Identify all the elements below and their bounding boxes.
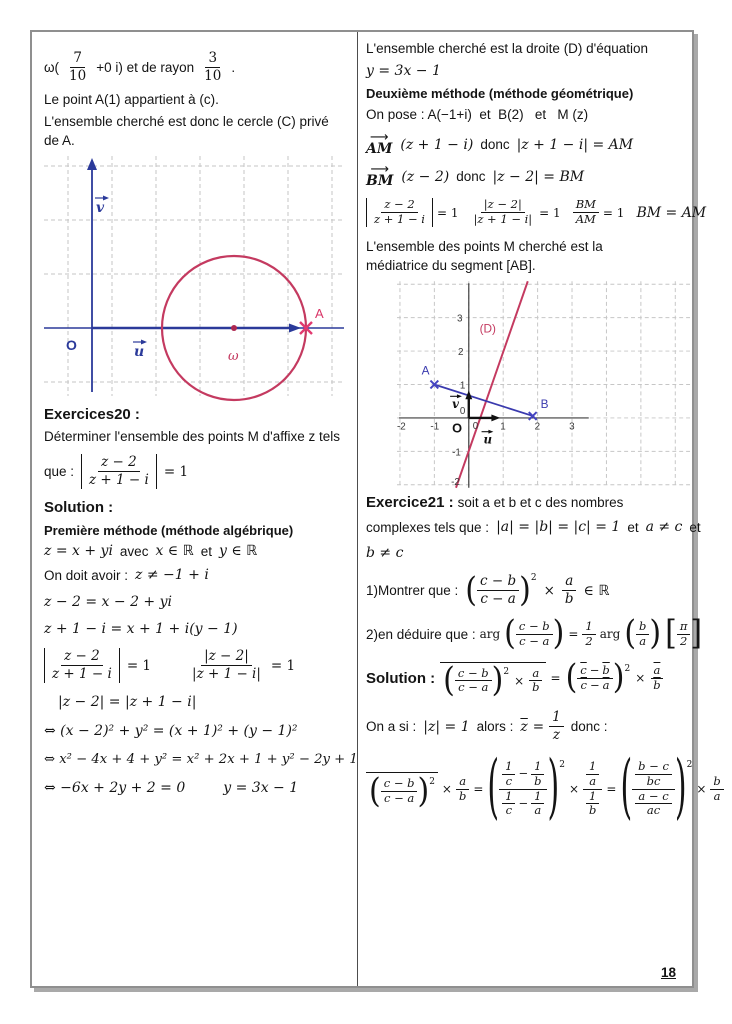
fraction-3-10: $\frac{3}{10}$	[204, 50, 222, 84]
exercise21-title-line: Exercice21 : soit a et b et c des nombres	[366, 494, 624, 512]
question1-line: 1)Montrer que : ( $\frac{c - b}{c - a}$ ) 2 × $\frac{a}{b}$ ∈ ℝ	[366, 570, 610, 610]
line-graph	[397, 281, 692, 488]
abs-fraction: $\frac{z - 2}{z + 1 - i}$	[44, 648, 120, 683]
fraction-7-10: $\frac{7}{10}$	[69, 50, 87, 84]
que-equation	[44, 454, 347, 489]
u-vector-label: u	[134, 344, 145, 361]
conjugate-fraction-group: ( $\overline{c}$ − $\overline{b}$ $\overline{c}$ − $\overline{a}$ ) 2	[565, 658, 631, 698]
method2-title: Deuxième méthode (méthode géométrique)	[366, 86, 634, 102]
svg-text:0: 0	[473, 420, 479, 432]
page-number: 18	[660, 965, 676, 980]
center-omega-dot	[231, 325, 237, 331]
double-fraction-line: $\frac{z - 2}{z + 1 - i}$ = 1 $\frac{|z - 2|}{|z + 1 - i|}$ = 1	[44, 648, 347, 683]
condition-line: complexes tels que : |a| = |b| = |c| = 1 et a ≠ c et	[366, 519, 701, 536]
math-line: ⇔ (x − 2)² + y² = (x + 1)² + (y − 1)²	[44, 722, 298, 739]
conjugate-overline-group: ( $\frac{c - b}{c - a}$ ) 2 × $\frac{a}{b}$	[440, 662, 545, 696]
mediatrice-line-1: L'ensemble des points M cherché est la	[366, 238, 603, 254]
intro-line-2: Le point A(1) appartient à (c).	[44, 91, 219, 107]
arg-b-over-a: ( $\frac{b}{a}$ )	[624, 614, 662, 654]
v-vector-label: v	[452, 397, 460, 412]
math-line: On doit avoir : z ≠ −1 + i	[44, 567, 209, 584]
arg-fraction: ( $\frac{c - b}{c - a}$ )	[504, 614, 565, 654]
intro-line-3: L'ensemble cherché est donc le cercle (C) privé de A.	[44, 113, 329, 149]
zbar-equation: $\overline{z}$ = $\frac{1}{z}$	[520, 709, 563, 744]
modulus-fraction: $\frac{|z - 2|}{|z + 1 - i|}$	[192, 648, 261, 682]
conjugate-overline-group: ( $\frac{c - b}{c - a}$ ) 2	[366, 772, 438, 806]
grid-lines	[397, 281, 692, 488]
solution21-line: Solution : ( $\frac{c - b}{c - a}$ ) 2 × $\frac{a}{b}$ = ( $\overline{c}$ − $\overline{b}$ $\overline{c}$ − $\overline{a}$ ) 2 × $\frac{\overline{a}}{b}$	[366, 662, 724, 696]
intro-line-1	[44, 50, 347, 85]
text: ω(	[44, 59, 60, 75]
term: $\frac{z - 2}{z + 1 - i}$ = 1	[366, 198, 458, 227]
axes	[399, 283, 589, 488]
a-over-b: $\frac{a}{b}$	[456, 775, 469, 804]
svg-text:2: 2	[535, 421, 541, 433]
circle-graph	[44, 156, 344, 396]
exercise20-statement: Déterminer l'ensemble des points M d'affixe z tels	[44, 429, 341, 445]
svg-text:-1: -1	[430, 421, 440, 433]
math-line: y = 3x − 1	[366, 63, 441, 80]
vector-arrow-icon: ⟶	[370, 161, 389, 177]
math-line: b ≠ c	[366, 545, 404, 562]
vector-AM: ⟶ AM	[366, 129, 393, 158]
svg-text:1: 1	[460, 380, 466, 392]
am-line: ⟶ AM (z + 1 − i) donc |z + 1 − i| = AM	[366, 129, 634, 158]
solution21-label: Solution :	[366, 669, 436, 687]
conj-a-over-b: $\frac{\overline{a}}{b}$	[650, 664, 663, 693]
math-line: ⇔ x² − 4x + 4 + y² = x² + 2x + 1 + y² − 2y + 1	[44, 751, 358, 767]
one-half: $\frac{1}{2}$	[582, 620, 595, 649]
text: que :	[44, 464, 75, 480]
b-over-a: $\frac{b}{a}$	[710, 775, 723, 804]
svg-text:0: 0	[460, 406, 466, 418]
term: $\frac{BM}{AM}$ = 1	[573, 198, 625, 227]
left-column	[32, 32, 358, 986]
origin-label: O	[66, 337, 77, 354]
origin-label: O	[452, 420, 463, 436]
question2-line: 2)en déduire que : arg ( $\frac{c - b}{c - a}$ ) = $\frac{1}{2}$ arg ( $\frac{b}{a}$ ) [ $\frac{\pi}{2}$ ]	[366, 614, 703, 654]
svg-text:-2: -2	[451, 477, 461, 489]
solution-title: Solution :	[44, 499, 114, 517]
point-A-label: A	[421, 363, 430, 378]
on-a-si-line: On a si : |z| = 1 alors : $\overline{z}$ = $\frac{1}{z}$ donc :	[366, 709, 608, 744]
abs-fraction: $\frac{z - 2}{z + 1 - i}$	[81, 454, 157, 489]
vector-BM: ⟶ BM	[366, 161, 394, 190]
exercise21-title: Exercice21 :	[366, 494, 454, 512]
x-axis-arrowhead	[289, 324, 301, 333]
simplified-fraction-group: ( $\frac{\frac{b - c}{bc}}{\frac{a - c}{ac}}$ ) 2	[620, 746, 693, 829]
term: $\frac{|z - 2|}{|z + 1 - i|}$ = 1	[473, 197, 561, 227]
omega-label: ω	[228, 349, 239, 365]
svg-text:1: 1	[500, 421, 507, 433]
math-line: z − 2 = x − 2 + yi	[44, 594, 172, 611]
exercise20-title: Exercices20 :	[44, 406, 140, 424]
svg-text:3: 3	[569, 421, 575, 433]
term: BM = AM	[636, 204, 707, 221]
pose-line: On pose : A(−1+i) et B(2) et M (z)	[366, 107, 589, 123]
text: +0 i) et de rayon	[96, 59, 195, 75]
math-line: z + 1 − i = x + 1 + i(y − 1)	[44, 621, 238, 638]
svg-text:2: 2	[458, 347, 464, 359]
text: .	[231, 59, 236, 75]
method1-title: Première méthode (méthode algébrique)	[44, 523, 294, 539]
line-D-label: (D)	[479, 321, 497, 336]
modulo-pi-over-2: [ $\frac{\pi}{2}$ ]	[665, 614, 703, 654]
document-page	[30, 30, 721, 988]
svg-text:3: 3	[457, 313, 463, 325]
final-identity-line: ( $\frac{c - b}{c - a}$ ) 2 × $\frac{a}{b}$ = ( $\frac{1}{c}$ − $\frac{1}{b}$ $\frac{1}{c}$ − $\frac{1}{a}$ ) 2 × $\frac{\frac{1}{a}}{\frac{1}{b}}$ = ( $\frac{\frac{b - c}{bc}}{\frac{a - c}{ac}}$ ) 2 × $\frac{b}{a}$	[366, 760, 724, 818]
u-vector-label: u	[483, 432, 493, 447]
droite-line: L'ensemble cherché est la droite (D) d'équation	[366, 41, 649, 56]
bm-line: ⟶ BM (z − 2) donc |z − 2| = BM	[366, 161, 585, 190]
x-tick-labels	[397, 421, 575, 433]
svg-text:-2: -2	[397, 421, 407, 433]
svg-text:-1: -1	[452, 447, 462, 459]
math-line: ⇔ −6x + 2y + 2 = 0 y = 3x − 1	[44, 779, 299, 796]
point-B-label: B	[540, 397, 549, 412]
chain-equalities	[366, 198, 724, 227]
vector-arrow-icon: ⟶	[369, 129, 389, 145]
right-column	[358, 32, 732, 986]
squared-fraction-group: ( $\frac{c - b}{c - a}$ ) 2	[465, 570, 537, 610]
reciprocal-fraction-group: ( $\frac{1}{c}$ − $\frac{1}{b}$ $\frac{1}{c}$ − $\frac{1}{a}$ ) 2	[487, 746, 565, 829]
mediatrice-line-2: médiatrice du segment [AB].	[366, 258, 536, 274]
a-over-b: $\frac{a}{b}$	[562, 573, 577, 608]
math-line: z = x + yi avec x ∈ ℝ et y ∈ ℝ	[44, 543, 258, 560]
stacked-reciprocals: $\frac{\frac{1}{a}}{\frac{1}{b}}$	[583, 760, 602, 818]
math-line: |z − 2| = |z + 1 − i|	[58, 693, 197, 710]
point-A-label: A	[315, 306, 324, 322]
y-axis-arrowhead	[87, 158, 97, 170]
equals-one: = 1	[163, 463, 189, 480]
v-vector-label: v	[96, 200, 105, 217]
